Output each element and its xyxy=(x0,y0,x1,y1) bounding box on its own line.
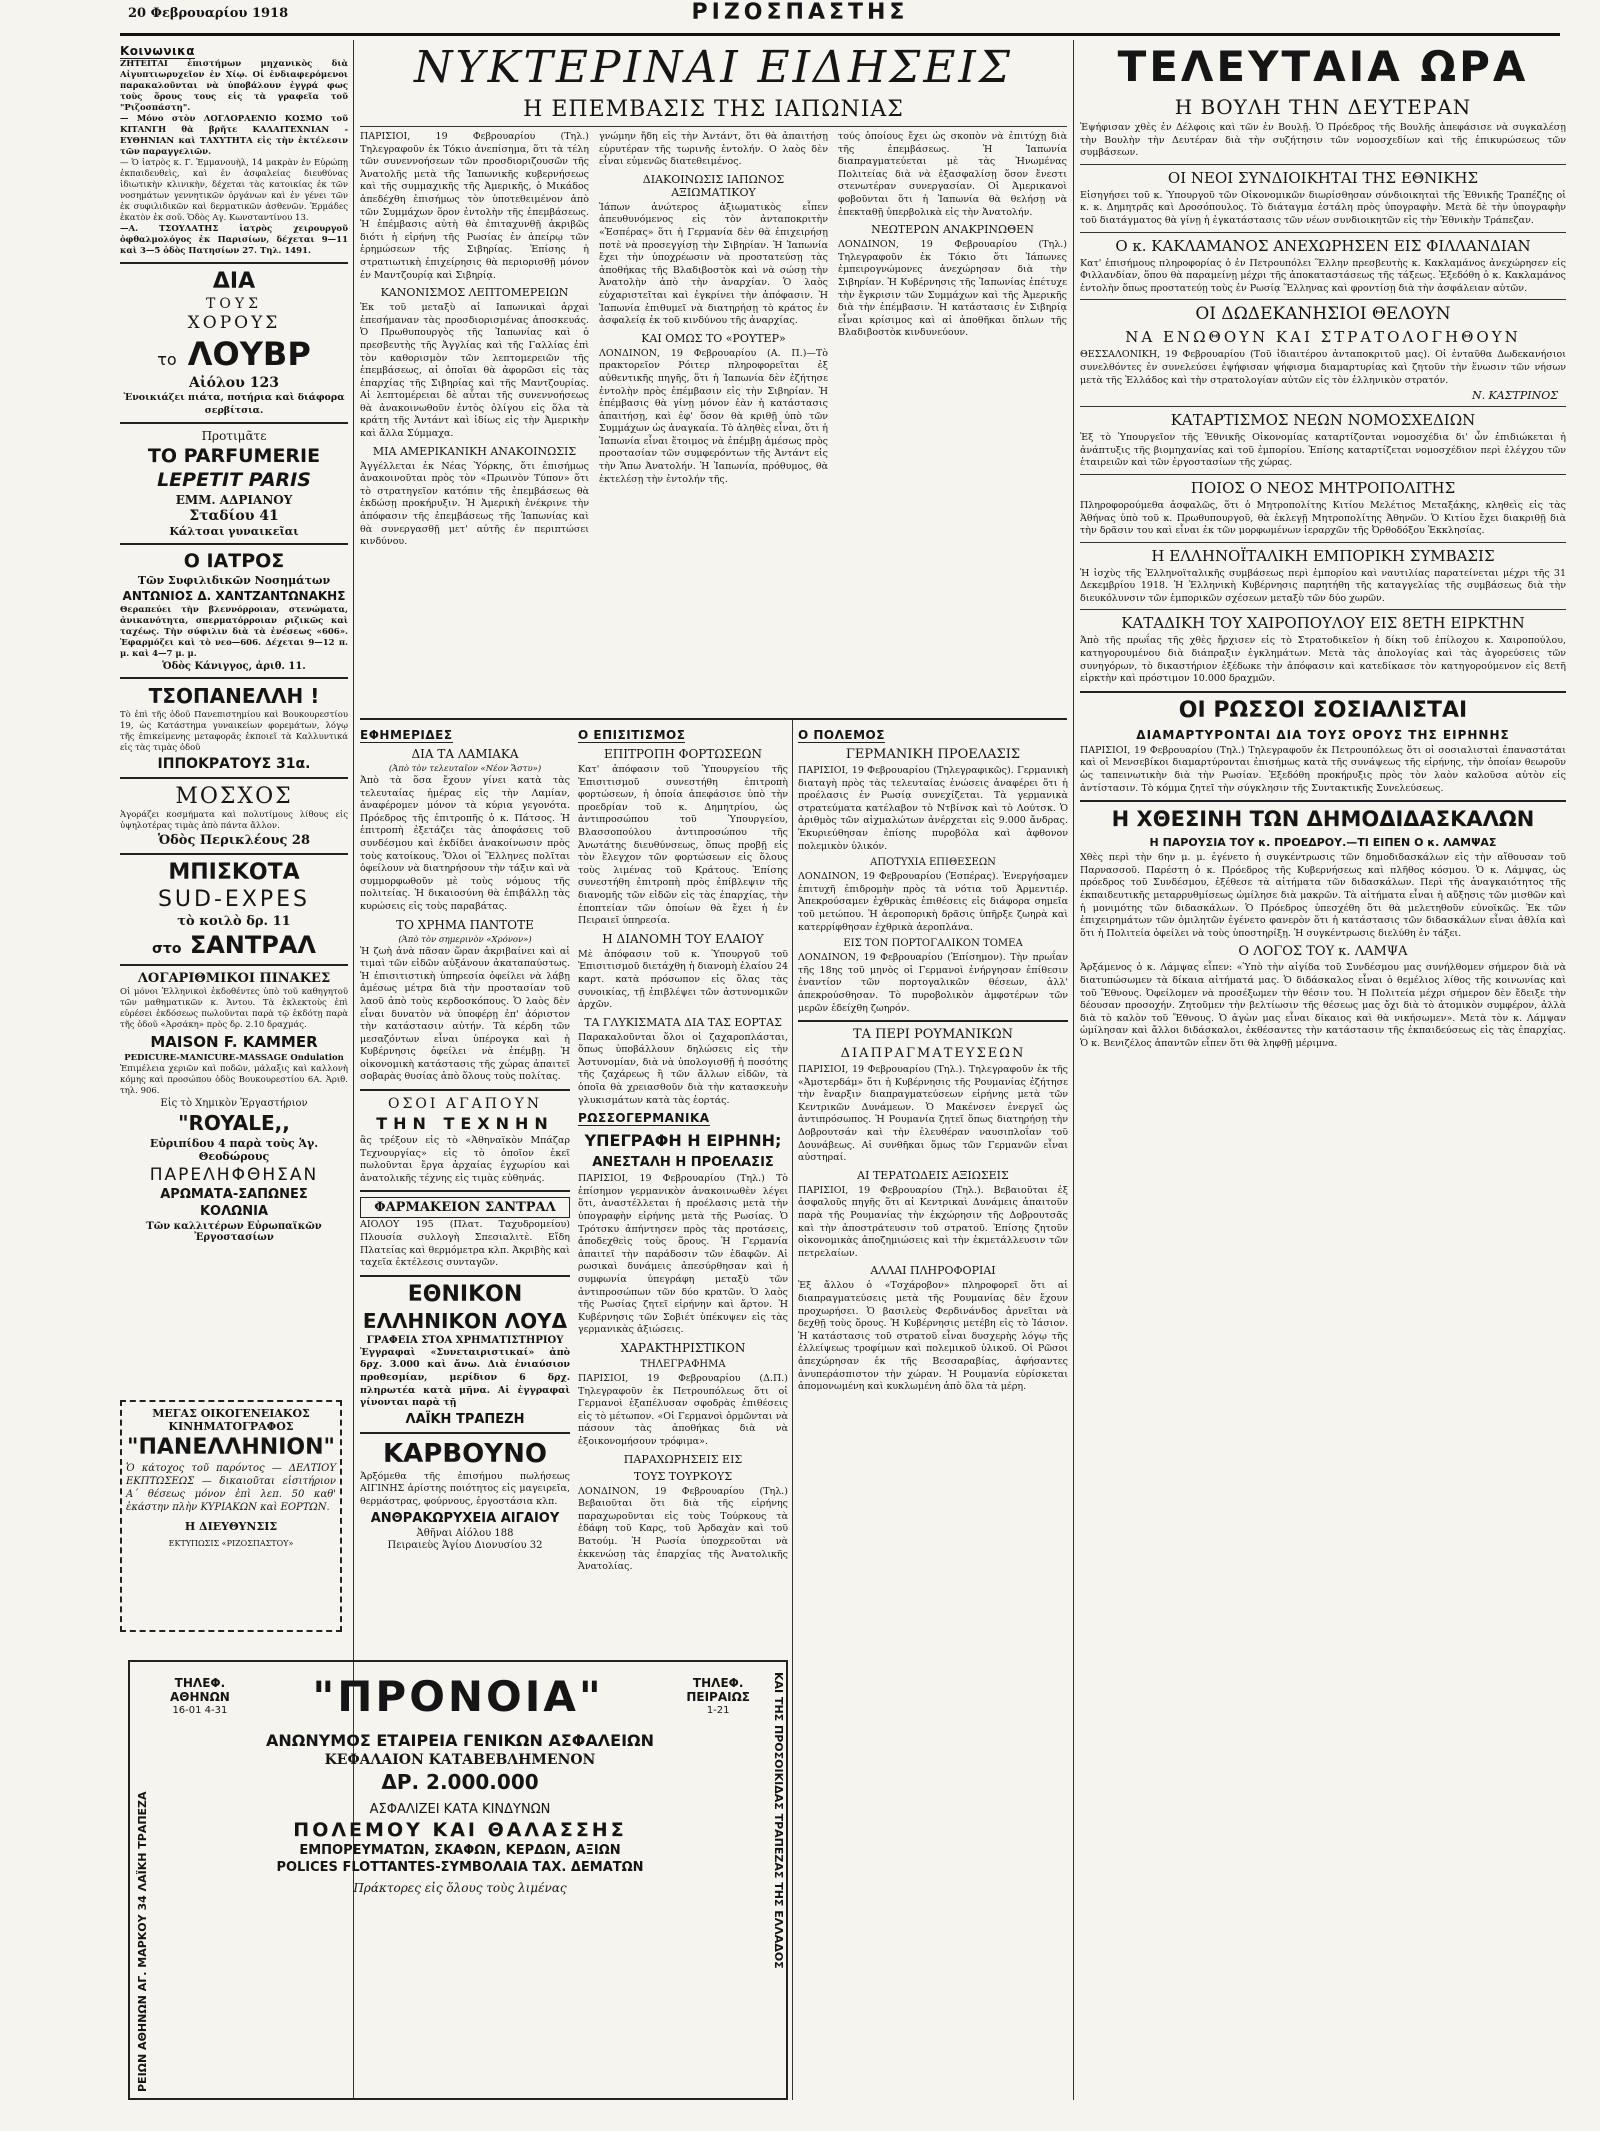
article-text: ΛΟΝΔΙΝΟΝ, 19 Φεβρουαρίου (Α. Π.)—Τὸ πρακτορεῖον Ρόιτερ πληροφορεῖται ἐξ αὐθεντικῆς πηγῆς, ὅτι ἡ Ἰαπωνία δὲν ἐζήτησε ἐντολὴν πρὸς ἐπέμβασιν εἰς τὴν Σιβηρίαν. Ἡ ἐπέμβασις θὰ γίνῃ μόνον ἐὰν ἡ κατάστασις ἀπαιτήσῃ, καὶ ἐφ' ὅσον θὰ κριθῇ ὑπὸ τῶν Συμμάχων ὡς ἀναγκαία. Τὸ ἀληθὲς εἶναι, ὅτι ἡ Ἰαπωνία εἶναι ἕτοιμος νὰ ἐπέμβῃ ἀμέσως πρὸς προστασίαν τῶν συμφερόντων τῆς Ἀντάντ εἰς τὴν Ἄπω Ἀνατολήν. Ἡ Ἰαπωνία, πρόθυμος, θὰ ἐκτελέσῃ τὴν ἐντολήν τῆς. xyxy=(599,347,828,485)
headline: ΔΙΑ ΤΑ ΛΑΜΙΑΚΑ xyxy=(411,747,519,761)
section-label: Ο ΕΠΙΣΙΤΙΣΜΟΣ xyxy=(578,728,686,742)
subheadline: ΚΑΝΟΝΙΣΜΟΣ ΛΕΠΤΟΜΕΡΕΙΩΝ xyxy=(380,286,569,300)
headline: Η ΔΙΑΝΟΜΗ ΤΟΥ ΕΛΑΙΟΥ xyxy=(602,931,764,946)
headline: ΟΙ ΔΩΔΕΚΑΝΗΣΙΟΙ ΘΕΛΟΥΝ xyxy=(1195,304,1451,325)
masthead-rule xyxy=(120,33,1560,36)
ad-heading: ΜΟΣΧΟΣ xyxy=(175,784,293,810)
company-type: ΑΝΩΝΥΜΟΣ ΕΤΑΙΡΕΙΑ ΓΕΝΙΚΩΝ ΑΣΦΑΛΕΙΩΝ xyxy=(265,1731,655,1750)
ad-heading: ΤΗΝ ΤΕΧΝΗΝ xyxy=(376,1114,554,1134)
ad-line: ΓΡΑΦΕΙΑ ΣΤΟΑ ΧΡΗΜΑΤΙΣΤΗΡΙΟΥ xyxy=(366,1334,564,1346)
phone-city: ΠΕΙΡΑΙΩΣ xyxy=(686,1689,750,1704)
headline: ΟΙ ΝΕΟΙ ΣΥΝΔΙΟΙΚΗΤΑΙ ΤΗΣ ΕΘΝΙΚΗΣ xyxy=(1167,168,1479,187)
ad-text: Θεραπεύει τὴν βλεννόρροιαν, στενώματα, ἀνικανότητα, σπερματόρροιαν ριζικῶς καὶ ταχέως. Τὴν σύφιλιν διὰ τὰ ἐνέσεως «606». Ἐφαρμόζει καὶ τὸ νεο—606. Δέχεται 9—12 π. μ. καὶ 4—7 μ. μ. xyxy=(120,605,348,660)
headline: ΓΕΡΜΑΝΙΚΗ ΠΡΟΕΛΑΣΙΣ xyxy=(845,747,1021,762)
divider xyxy=(360,1190,570,1192)
divider xyxy=(1080,299,1566,300)
ad-heading: ΠΑΡΕΛΗΦΘΗΣΑΝ xyxy=(149,1165,319,1186)
subheadline: ΑΝΕΣΤΑΛΗ Η ΠΡΟΕΛΑΣΙΣ xyxy=(592,1155,774,1171)
article-text: Ἀπὸ τῆς πρωΐας τῆς χθὲς ἤρχισεν εἰς τὸ Στρατοδικεῖον ἡ δίκη τοῦ ἐπίλοχου κ. Χαιροπούλου, κατηγορουμένου διὰ διάπραξιν ἐγκλημάτων. Μετὰ τὰς ἀπολογίας καὶ τὰς ἀγορεύσεις τῶν συνηγόρων, τὸ δικαστήριον ἐξέδωκε τὴν ἀπόφασιν καὶ κατεδίκασε τὸν κατηγορούμενον εἰς 8ετῆ εἱρκτὴν καὶ πρόστιμον 10.000 δραχμῶν. xyxy=(1080,635,1566,685)
section-title: ΝΥΚΤΕΡΙΝΑΙ ΕΙΔΗΣΕΙΣ xyxy=(414,42,1013,93)
ad-line: ΧΟΡΟΥΣ xyxy=(187,313,281,333)
divider xyxy=(1080,691,1566,693)
ad-line: Η ΔΙΕΥΘΥΝΣΙΣ xyxy=(184,1520,278,1533)
newspapers-column xyxy=(360,724,788,1644)
ad-text: —Α. ΤΣΟΥΛΑΤΗΣ ἰατρὸς χειρουργοῦ ὀφθαλμολόγος ἐκ Παρισίων, δέχεται 9—11 καὶ 3—5 ὁδὸς Πατησίων 27. Τηλ. 1491. xyxy=(120,224,348,256)
ad-address: Σταδίου 41 xyxy=(189,508,279,525)
headline: ΤΑ ΠΕΡΙ ΡΟΥΜΑΝΙΚΩΝ xyxy=(852,1027,1014,1043)
ad-heading: ΤΟ PARFUMERIE xyxy=(147,445,321,468)
ad-text: Ὁ κάτοχος τοῦ παρόντος — ΔΕΛΤΙΟΥ ΕΚΠΤΩΣΕΩΣ — δικαιοῦται εἰσιτήριον Α΄ θέσεως μόνον ἐπὶ λεπ. 50 καθ' ἑκάστην πλὴν ΚΥΡΙΑΚΩΝ καὶ ΕΟΡΤΩΝ. xyxy=(126,1463,336,1513)
article-text: ΛΟΝΔΙΝΟΝ, 19 Φεβρουαρίου (Ἑσπέρας). Ἐνεργήσαμεν ἐπιτυχῆ ἐπιδρομὴν πρὸς τὰ νότια τοῦ Ἀρμεντιέρ. Ἀπεκρούσαμεν ἐχθρικὰς ἐπιθέσεις εἰς διάφορα σημεῖα τοῦ μετώπου. Ἡ ἀεροπορικὴ δρᾶσις ὑπῆρξε ζωηρὰ καὶ κατερρίφθησαν ἐχθρικὰ ἀεροπλάνα. xyxy=(798,871,1068,933)
phone-number: 1-21 xyxy=(706,1704,730,1716)
divider xyxy=(1080,406,1566,407)
ad-line: ΑΣΦΑΛΙΖΕΙ ΚΑΤΑ ΚΙΝΔΥΝΩΝ xyxy=(369,1802,551,1817)
divider xyxy=(1080,609,1566,610)
ad-address: Πειραιεὺς Ἁγίου Διονυσίου 32 xyxy=(387,1539,543,1551)
ad-text: ἂς τρέξουν εἰς τὸ «Ἀθηναϊκὸν Μπάζαρ Τεχνουργίας» εἰς τὸ ὁποῖον ἐκεῖ πωλοῦνται ἔργα ἀρχαίας ἐγχωρίου καὶ ἀνατολικῆς τέχνης εἰς τιμὰς εὐθηνάς. xyxy=(360,1135,570,1184)
headline: ΝΑ ΕΝΩΘΟΥΝ ΚΑΙ ΣΤΡΑΤΟΛΟΓΗΘΟΥΝ xyxy=(1125,328,1521,347)
headline: ΚΑΤΑΡΤΙΣΜΟΣ ΝΕΩΝ ΝΟΜΟΣΧΕΔΙΩΝ xyxy=(1170,411,1476,430)
ad-line: Πράκτορες εἰς ὅλους τοὺς λιμένας xyxy=(353,1881,567,1895)
page-date: 20 Φεβρουαρίου 1918 xyxy=(128,6,289,21)
divider xyxy=(798,1020,1068,1022)
ad-line: Εἰς τὸ Χημικὸν Ἐργαστήριον xyxy=(160,1098,308,1110)
column-divider xyxy=(1073,40,1074,2100)
ad-heading: LEPETIT PARIS xyxy=(157,469,311,492)
article-text: Ἀγγέλλεται ἐκ Νέας Ὑόρκης, ὅτι ἐπισήμως ἀνακοινοῦται πρὸς τὸν «Πρωινὸν Τύπον» ὅτι τὸ στρατηγεῖον κατόπιν τῆς ἐπεμβάσεως θὰ ἐκδώσῃ προκήρυξιν. Ἡ Ἀμερικὴ ἐνέκρινε τὴν ἀπόφασιν τῆς ἐπεμβάσεως τῆς Ἰαπωνίας καὶ θὰ συνεργασθῇ μετ' αὐτῆς ἐν περιπτώσει κινδύνου. xyxy=(360,460,589,548)
ad-text: Ἐγγραφαὶ «Συνεταιριστικαί» ἀπὸ δρχ. 3.000 καὶ ἄνω. Διὰ ἐνιαύσιον προθεσμίαν, μερίδιον 6 δρχ. πληρωτέα κατὰ μῆνα. Αἱ ἐγγραφαὶ γίνονται παρὰ τῇ xyxy=(360,1346,570,1409)
divider xyxy=(120,777,348,779)
article-text: ΠΑΡΙΣΙΟΙ, 19 Φεβρουαρίου (Τηλεγραφικῶς). Γερμανικὴ διαταγὴ πρὸς τὰς τελευταίας ἑνώσεις ἀναφέρει ὅτι ἡ προέλασις ἐν Ρωσίᾳ συνεχίζεται. Τὰ γερμανικὰ στρατεύματα κατέλαβον τὸ Ντβίνσκ καὶ τὸ Λούτσκ. Ὁ ἀριθμὸς τῶν αἰχμαλώτων ἀνέρχεται εἰς 9.000 ἄνδρας. Ἐκυριεύθησαν ἐπίσης πυροβόλα καὶ ἀφθονον πολεμικὸν ὑλικόν. xyxy=(798,765,1068,852)
article-text: Ἀπὸ τὰ ὅσα ἔχουν γίνει κατὰ τὰς τελευταίας ἡμέρας εἰς τὴν Λαμίαν, ἀναφέρομεν μόνον τὰ κύρια γεγονότα. Πρόεδρος τῆς ἐπιτροπῆς ὁ κ. Πάτσος. Ἡ ἐπιτροπὴ ἐξετάζει τὰς ἀποφάσεις τοῦ συνδέσμου καὶ ἐκδίδει ἀνακοίνωσιν πρὸς τοὺς κατοίκους. Ὅλοι οἱ Ἕλληνες πολῖται ὀφείλουν νὰ διατηρήσουν τὴν τάξιν καὶ νὰ συμμορφωθοῦν μὲ τοὺς νόμους τῆς πολιτείας. Ἡ δικαιοσύνη θὰ ἐπιβάλλῃ τὰς κυρώσεις εἰς τοὺς παραβάτας. xyxy=(360,775,570,912)
article-text: ΠΑΡΙΣΙΟΙ, 19 Φεβρουαρίου (Δ.Π.) Τηλεγραφοῦν ἐκ Πετρουπόλεως ὅτι οἱ Γερμανοὶ ἐξαπέλυσαν σφοδρὰς ἐπιθέσεις εἰς τὸ μέτωπον. «Οἱ Γερμανοὶ ὁρμῶνται νὰ πάσουν τὰς ἀποθήκας διὰ νὰ ἐξοικονομήσουν τρόφιμα». xyxy=(578,1372,788,1447)
ad-heading: "ΠΑΝΕΛΛΗΝΙΟΝ" xyxy=(127,1435,335,1460)
ads-column xyxy=(120,40,348,1244)
ad-line: τὸ κοιλὸ δρ. 11 xyxy=(177,914,291,930)
ad-heading: ΟΣΟΙ ΑΓΑΠΟΥΝ xyxy=(388,1096,542,1113)
section-label: ΡΩΣΣΟΓΕΡΜΑΝΙΚΑ xyxy=(578,1111,710,1126)
subheadline: ΕΙΣ ΤΟΝ ΠΟΡΤΟΓΑΛΙΚΟΝ ΤΟΜΕΑ xyxy=(843,938,1023,950)
ad-address: Ἀθῆναι Αἰόλου 188 xyxy=(416,1527,514,1539)
phone-block xyxy=(686,1676,750,1718)
phone-number: 16-01 4-31 xyxy=(172,1704,228,1716)
ad-heading: ΑΝΘΡΑΚΩΡΥΧΕΙΑ ΑΙΓΑΙΟΥ xyxy=(370,1510,560,1526)
subheadline: Η ΠΑΡΟΥΣΙΑ ΤΟΥ κ. ΠΡΟΕΔΡΟΥ.—ΤΙ ΕΙΠΕΝ Ο κ. ΛΑΜΨΑΣ xyxy=(1149,836,1497,850)
headline: ΠΟΙΟΣ Ο ΝΕΟΣ ΜΗΤΡΟΠΟΛΙΤΗΣ xyxy=(1190,478,1456,497)
article-text: ΘΕΣΣΑΛΟΝΙΚΗ, 19 Φεβρουαρίου (Τοῦ ἰδιαιτέρου ἀνταποκριτοῦ μας). Οἱ ἐνταῦθα Δωδεκανήσιοι συνελθόντες ἐν συνελεύσει ἐψήφισαν ψήφισμα διαμαρτυρίας καὶ ζητοῦν τὴν ἕνωσιν τῶν νήσων μετὰ τῆς Ἑλλάδος καὶ τὴν στρατολογίαν αὐτῶν εἰς τὸν ἑλληνικὸν στρατόν. xyxy=(1080,349,1566,386)
article-text: Παρακαλοῦνται ὅλοι οἱ ζαχαροπλάσται, ὅπως ὑποβάλλουν δηλώσεις εἰς τὴν Ἀστυνομίαν, διὰ νὰ ὑπολογισθῇ ἡ ποσότης τῆς ζαχάρεως ἢ τῶν ἄλλων εἰδῶν, τὰ ὁποῖα θὰ χρειασθοῦν διὰ τὴν κατασκευὴν γλυκισμάτων κατὰ τὰς ἑορτάς. xyxy=(578,1031,788,1106)
divider xyxy=(120,262,348,264)
ad-heading: MAISON F. KAMMER xyxy=(150,1033,318,1052)
side-text: ΚΑΙ ΤΗΣ ΠΡΟΣΟΙΚΙΔΑΣ ΤΡΑΠΕΖΑΣ ΤΗΣ ΕΛΛΑΔΟΣ xyxy=(772,1672,785,1969)
headline: Ο ΛΟΓΟΣ ΤΟΥ κ. ΛΑΜΨΑ xyxy=(1238,944,1408,960)
article-text: Ἀρξάμενος ὁ κ. Λάμψας εἶπεν: «Ὑπὸ τὴν αἰγίδα τοῦ Συνδέσμου μας συνήλθομεν σήμερον διὰ νὰ διατυπώσωμεν τὰ δίκαια αἰτήματά μας. Ὁ διδάσκαλος εἶναι ὁ θεμέλιος λίθος τῆς κοινωνίας καὶ τοῦ Ἔθνους. Ὀφείλομεν νὰ προσέξωμεν τὴν θέσιν του. Ἡ Πολιτεία μέχρι σήμερον δὲν ἔδειξε τὴν δέουσαν προσοχήν. Ζητοῦμεν τὴν βελτίωσιν τῆς θέσεως μας ὄχι διὰ τὸ ἀτομικὸν συμφέρον, ἀλλὰ διὰ τὸ καλὸν τοῦ Ἔθνους. Ὁ ἀγὼν μας εἶναι δίκαιος καὶ θὰ νικήσωμεν». Μετὰ τὸν κ. Λάμψαν ὡμίλησαν καὶ ἄλλοι διδάσκαλοι, ἐκθέσαντες τὴν κατάστασιν τῆς ἐκπαιδεύσεως εἰς τὰς ἐπαρχίας. Ὁ κ. Βενιζέλος ἀπαντῶν εἶπεν ὅτι θὰ ληφθῇ μέριμνα. xyxy=(1080,962,1566,1049)
headline: ΔΙΑΠΡΑΓΜΑΤΕΥΣΕΩΝ xyxy=(840,1046,1026,1062)
subheadline: ΤΗΛΕΓΡΑΦΗΜΑ xyxy=(640,1358,726,1370)
divider xyxy=(120,964,348,966)
ad-line: Προτιμᾶτε xyxy=(201,429,267,444)
section-rule xyxy=(360,718,1067,720)
phone-city: ΑΘΗΝΩΝ xyxy=(170,1689,230,1704)
headline: Η ΒΟΥΛΗ ΤΗΝ ΔΕΥΤΕΡΑΝ xyxy=(1174,95,1472,119)
divider xyxy=(1080,800,1566,802)
insurance-ad xyxy=(128,1660,788,2100)
ad-text: Ἐπιμέλεια χεριῶν καὶ ποδῶν, μάλαξις καὶ καλλονὴ κόμης καὶ προσώπου ὁδὸς Βουκουρεστίου 6Α. Ἀριθ. τηλ. 906. xyxy=(120,1064,348,1097)
section-title: ΤΕΛΕΥΤΑΙΑ ΩΡΑ xyxy=(1117,42,1529,91)
headline: ΕΠΙΤΡΟΠΗ ΦΟΡΤΩΣΕΩΝ xyxy=(603,747,763,761)
ad-brand: ΛΟΥΒΡ xyxy=(187,335,311,373)
ad-address: Ὁδὸς Κάνιγγος, ἀριθ. 11. xyxy=(162,661,306,673)
section-label: ΕΦΗΜΕΡΙΔΕΣ xyxy=(360,728,453,742)
article-text: ΛΟΝΔΙΝΟΝ, 19 Φεβρουαρίου (Τηλ.) Βεβαιοῦται ὅτι διὰ τῆς εἰρήνης παραχωροῦνται εἰς τοὺς Τούρκους τὰ ἐδάφη τοῦ Καρς, τοῦ Ἀρδαχὰν καὶ τοῦ Βατούμ. Ἡ Ρωσία ὑποχρεοῦται νὰ ἐκκενώσῃ τὰς ἐπαρχίας τῆς Ἀνατολικῆς Ἀνατολίας. xyxy=(578,1485,788,1573)
ad-heading: ΤΣΟΠΑΝΕΛΛΗ ! xyxy=(148,684,320,709)
ad-text: — Μόνο στὸν ΛΟΓΛΟΡΑΕΝΙΟ ΚΟΣΜΟ τοῦ ΚΙΤΑΝΓΗ θὰ βρῆτε ΚΑΛΑΙΤΕΧΝΙΑΝ - ΕΥΘΗΝΙΑΝ καὶ ΤΑΧΥΤΗΤΑ εἰς τὴν ἐκτέλεσιν τῶν παραγγελιῶν. xyxy=(120,114,348,157)
article-text: ΛΟΝΔΙΝΟΝ, 19 Φεβρουαρίου (Τηλ.) Τηλεγραφοῦν ἐκ Τόκιο ὅτι Ἰάπωνες ἐμπειρογνώμονες ἀνεχώρησαν διὰ τὴν Σιβηρίαν. Ἡ Κυβέρνησις τῆς Ἰαπωνίας ἐπέτυχε τὴν ἔγκρισιν τῶν Συμμάχων καὶ τῆς Ἀμερικῆς διὰ τὴν ἐπέμβασιν. Ἡ κατάστασις ἐν Σιβηρίᾳ εἶναι κρίσιμος καὶ αἱ ἀποθῆκαι ὅπλων τῆς Βλαδιβοστὸκ κινδυνεύουν. xyxy=(838,239,1067,339)
section-label: Κοινωνικα xyxy=(120,44,195,58)
article-text: τούς ὁποίους ἔχει ὡς σκοπὸν νὰ ἐπιτύχῃ διὰ τῆς ἐπεμβάσεως. Ἡ Ἰαπωνία διαπραγματεύεται μὲ τὰς Ἠνωμένας Πολιτείας διὰ νὰ ἐξασφαλίσῃ ὅσον ἔνεστι στενωτέραν συνεργασίαν. Οἱ Ἀμερικανοὶ φοβοῦνται ὅτι ἡ Ἰαπωνία θὰ θελήσῃ νὰ ἐπεκταθῇ ὑπερβολικὰ εἰς τὴν Ἀνατολήν. xyxy=(838,131,1067,218)
article-text: ΠΑΡΙΣΙΟΙ, 19 Φεβρουαρίου (Τηλ.) Τηλεγραφοῦν ἐκ Τόκιο ἀνεπίσημα, ὅτι τὰ τέλη τῶν συνεννοήσεων τῶν προσδιοριζουσῶν τῆς Ἀνατολῆς μετὰ τῆς Ἰαπωνικῆς κυβερνήσεως καὶ τῆς συμμαχικῆς τῆς Ἀμερικῆς, ὁ Μικάδος ἀπεδέχθη ἐπισήμως τὸν ὑποτεθειμένον ἀπὸ τῶν Συμμάχων ὅρον ἐντολὴν τῆς ἐπεμβάσεως. Ἡ ἐπέμβασις αὐτὴ θὰ ἐπιταχυνθῇ ἀκριβῶς διότι ἡ εἰρήνη τῆς Ρωσίας ἐν ἀπείρῳ τῶν ἐρημώσεων τῆς Σιβηρίας. Ἐπίσης ἡ στρατιωτικὴ ἐπιχείρησις θὰ περιορισθῇ μόνον ἐν Μαντζουρίᾳ καὶ Σιβηρίᾳ. xyxy=(360,131,589,281)
headline: Η ΧΘΕΣΙΝΗ ΤΩΝ ΔΗΜΟΔΙΔΑΣΚΑΛΩΝ xyxy=(1111,807,1535,832)
ad-text: Ἀγοράζει κοσμήματα καὶ πολυτίμους λίθους εἰς ὑψηλοτέρας τιμὰς ἀπὸ πάντα ἄλλον. xyxy=(120,810,348,832)
ad-line: PEDICURE-MANICURE-MASSAGE Ondulation xyxy=(124,1053,344,1064)
divider xyxy=(1080,232,1566,233)
article-text: Ἰάπων ἀνώτερος ἀξιωματικὸς εἶπεν ἀπευθυνόμενος εἰς τὸν ἀνταποκριτὴν «Ἑσπέρας» ὅτι ἡ Γερμανία δὲν θὰ ἐπιχειρήσῃ ποτὲ νὰ προσεγγίσῃ τὴν Σιβηρίαν. Ἡ Ἰαπωνία ἔχει τὴν ὑποχρέωσιν νὰ προστατεύσῃ τὰς ἀποθήκας τῆς Βλαδιβοστὸκ καὶ νὰ σώσῃ τὴν Ἀνατολὴν ἀπὸ τὴν ἀναρχίαν. Ὁ λαὸς εὐχαριστεῖται καὶ ἐγκρίνει τὴν ἀπόφασιν. Ἡ Ἰαπωνία ἐπιθυμεῖ νὰ διατηρήσῃ τὸ κράτος ἐν ἀσφαλείᾳ ἐκ τοῦ κινδύνου τῆς ἀναρχίας. xyxy=(599,201,828,327)
article-text: Ἐκ τοῦ μεταξὺ αἱ Ιαπωνικαὶ ἀρχαὶ ἐπεσήμαναν τὰς προσδιορισμένας ἀποσκευάς. Ὁ Πρωθυπουργὸς τῆς Ἰαπωνίας καὶ ὁ πρεσβευτὴς τῆς Ἀγγλίας καὶ τῆς Γαλλίας ἐπὶ τὸν καθορισμὸν τῶν λεπτομερειῶν τῆς ἐπεμβάσεως, αἱ ὁποῖαι θὰ ἀφορῶσι εἰς τὰς ἐπαρχίας τῆς Σιβηρίας καὶ τῆς Μαντζουρίας. Αἱ λεπτομέρειαι δὲ αὗται τῆς συνεννοήσεως θὰ ἀνακοινωθοῦν ἐντὸς ὀλίγου εἰς ὅλα τὰ κράτη τῆς Ἀντάντ καὶ ἰδίως εἰς τὴν Ἀμερικὴν καὶ ἄλλα Σύμμαχα. xyxy=(360,302,589,440)
subheadline: ΤΟΥΣ ΤΟΥΡΚΟΥΣ xyxy=(633,1469,733,1483)
ad-text: Τὸ ἐπὶ τῆς ὁδοῦ Πανεπιστημίου καὶ Βουκουρεστίου 19, ὡς Κατάστημα γυναικείων φορεμάτων, λόγῳ τῆς ἐπικείμενης μεταφορᾶς ἐκποιεῖ τὰ Καλλυντικά εἰς τὰς τιμὰς ὁδοῦ xyxy=(120,710,348,754)
ad-text: — Ὁ ἰατρὸς κ. Γ. Ἐμμανουὴλ, 14 μακρὰν ἐν Εὐρώπῃ ἐκπαιδευθεὶς, καὶ ἐν ἀσφαλείας διευθύνας ἰδιωτικὴν κλινικὴν, δέχεται τὰς κατοικίας ἐκ τῶν νοσημάτων γεννητικῶν ὀργάνων καὶ ἐν γένει τῶν ἐκ συφιλιδικῶν καὶ δερματικῶν ἀσθενῶν. Ἐρμάδες ἑκατὸν ἐκ σοῦ. Ὁδὸς Αγ. Κωνσταντίνου 13. xyxy=(120,158,348,223)
ad-heading: SUD-EXPES xyxy=(157,887,311,913)
headline: ΚΑΤΑΔΙΚΗ ΤΟΥ ΧΑΙΡΟΠΟΥΛΟΥ ΕΙΣ 8ΕΤΗ ΕΙΡΚΤΗΝ xyxy=(1121,614,1525,633)
divider xyxy=(360,1089,570,1091)
ad-heading: ΕΛΛΗΝΙΚΟΝ ΛΟΥΔ xyxy=(362,1308,568,1333)
subheadline: ΚΑΙ ΟΜΩΣ ΤΟ «ΡΟΥΤΕΡ» xyxy=(641,331,786,345)
source-line: (Ἀπὸ τὸν σημερινὸν «Χρόνον») xyxy=(398,934,532,945)
section-label: Ο ΠΟΛΕΜΟΣ xyxy=(798,728,885,742)
ad-text: Ἐνοικιάζει πιάτα, ποτήρια καὶ διάφορα σερβίτσια. xyxy=(123,392,345,416)
headline: Η ΕΛΛΗΝΟΪΤΑΛΙΚΗ ΕΜΠΟΡΙΚΗ ΣΥΜΒΑΣΙΣ xyxy=(1151,546,1495,565)
article-text: Πληροφορούμεθα ἀσφαλῶς, ὅτι ὁ Μητροπολίτης Κιτίου Μελέτιος Μεταξάκης, κληθεὶς εἰς τὰς Ἀθήνας ὑπὸ τοῦ κ. Πρωθυπουργοῦ, θὰ ἐκλεγῇ Μητροπολίτης Ἀθηνῶν. Ὁ Κιτίου ἔχει διακριθῇ διὰ τὴν δρᾶσιν του καὶ εἶναι ἐκ τῶν μορφωμένων ἱεραρχῶν τῆς Ὀρθοδόξου Ἐκκλησίας. xyxy=(1080,499,1566,537)
divider xyxy=(360,1275,570,1277)
article-text: ΠΑΡΙΣΙΟΙ, 19 Φεβρουαρίου (Τηλ.). Βεβαιοῦται ἐξ ἀσφαλοῦς πηγῆς ὅτι αἱ Κεντρικαὶ Δυνάμεις ἀπαιτοῦν παρὰ τῆς Ρουμανίας τὴν ἐκχώρησιν τῆς Δοβρουτσᾶς καὶ τὴν ἀποστράτευσιν τοῦ στρατοῦ. Ἐπίσης ζητοῦν οἰκονομικὰς ἀποζημιώσεις καὶ τὴν ἐκμετάλλευσιν τῶν πετρελαίων. xyxy=(798,1184,1068,1259)
article-text: γνώμην ἤδη εἰς τὴν Ἀντάντ, ὅτι θὰ ἀπαιτήσῃ εὐρυτέραν τῆς τωρινῆς ἐντολήν. Ο λαὸς δὲν εἶναι εὐμενῶς διατεθειμένος. xyxy=(599,131,828,168)
headline: Ο κ. ΚΑΚΛΑΜΑΝΟΣ ΑΝΕΧΩΡΗΣΕΝ ΕΙΣ ΦΙΛΛΑΝΔΙΑΝ xyxy=(1115,236,1531,255)
ad-line: ΜΕΓΑΣ ΟΙΚΟΓΕΝΕΙΑΚΟΣ ΚΙΝΗΜΑΤΟΓΡΑΦΟΣ xyxy=(152,1407,310,1433)
ad-address: Αἰόλου 123 xyxy=(189,375,279,391)
headline: ΥΠΕΓΡΑΦΗ Η ΕΙΡΗΝΗ; xyxy=(584,1131,782,1151)
ad-text: ΑΙΟΛΟΥ 195 (Πλατ. Ταχυδρομείου) Πλουσία συλλογὴ Σπεσιαλιτὲ. Εἴδη Πλατείας καὶ θερμόμετρα κλπ. Ἀκριβὴς καὶ ταχεῖα ἐκτέλεσις συνταγῶν. xyxy=(360,1219,570,1269)
subheadline: ΜΙΑ ΑΜΕΡΙΚΑΝΙΚΗ ΑΝΑΚΟΙΝΩΣΙΣ xyxy=(372,444,577,458)
subheadline: ΑΙ ΤΕΡΑΤΩΔΕΙΣ ΑΞΙΩΣΕΙΣ xyxy=(857,1168,1009,1182)
ad-address: ΙΠΠΟΚΡΑΤΟΥΣ 31α. xyxy=(157,756,311,773)
subheadline: ΝΕΩΤΕΡΩΝ ΑΝΑΚΡΙΝΩΘΕΝ xyxy=(871,223,1034,237)
article-text: Μὲ ἀπόφασιν τοῦ κ. Ὑπουργοῦ τοῦ Ἐπισιτισμοῦ διετάχθη ἡ διανομὴ ἐλαίου 24 καρτ. κατὰ πρόσωπον εἰς ὅλας τὰς συνοικίας, τῇ ἐπιβλέψει τῶν ἀστυνομικῶν ἀρχῶν. xyxy=(578,948,788,1011)
divider xyxy=(120,853,348,855)
ad-heading: ΜΠΙΣΚΟΤΑ xyxy=(168,860,300,886)
capital-label: ΚΕΦΑΛΑΙΟΝ ΚΑΤΑΒΕΒΛΗΜΕΝΟΝ xyxy=(324,1752,596,1768)
ad-text: ΖΗΤΕΙΤΑΙ ἐπιστήμων μηχανικὸς διὰ Αἰγυπτιωρυχεῖον ἐν Χίῳ. Οἱ ἐνδιαφερόμενοι παρακαλοῦνται νὰ ὑποβάλουν ἐγγρά φως τοὺς ὅρους τους εἰς τὰ γραφεῖα τοῦ "Ριζοσπάστη". xyxy=(120,59,348,113)
headline: ΤΟ ΧΡΗΜΑ ΠΑΝΤΟΤΕ xyxy=(396,917,534,932)
ad-line: ΤΟΥΣ xyxy=(206,296,262,312)
ad-heading: ΛΑΪΚΗ ΤΡΑΠΕΖΗ xyxy=(405,1411,525,1427)
ad-text: Ἀρξόμεθα τῆς ἐπισήμου πωλήσεως ΑΙΓΙΝΗΣ ἀρίστης ποιότητος εἰς μαγειρεῖα, θερμάστρας, φούρνους, ἐργοστάσια κλπ. xyxy=(360,1470,570,1507)
ad-text: Οἱ μόνοι Ἑλληνικοὶ ἐκδοθέντες ὑπὸ τοῦ καθηγητοῦ τῶν μαθηματικῶν κ. Ἀντου. Τὰ ἐκλεκτοὺς ἐπὶ εὐρέσει ἐκδόσεως πωλοῦνται παρὰ τῷ ἐκδότῃ παρὰ τῆς ὁδοῦ «Ἀρσάκη» πρὸς δρ. 2.10 δραχμάς. xyxy=(120,987,348,1031)
article-text: Ἐξ ἄλλου ὁ «Τσχάροβον» πληροφορεῖ ὅτι αἱ διαπραγματεύσεις μετὰ τῆς Ρουμανίας δὲν ἔχουν προχωρήσει. Ὁ βασιλεὺς Φερδινάνδος ἀρνεῖται νὰ δεχθῇ τοὺς ὅρους. Ἡ Κυβέρνησις μετέβη εἰς τὸ Ἰάσιον. Ἡ κατάστασις τοῦ στρατοῦ εἶναι δυσχερὴς λόγῳ τῆς ἐλλείψεως τροφίμων καὶ πολεμικοῦ ὑλικοῦ. Οἱ Ρῶσοι ἀπεχώρησαν ἐκ τῆς Βεσσαραβίας, ἀφήσαντες ἀνυπεράσπιστον τὴν χώραν. Ἡ Ρουμανία εὑρίσκεται ἀπομονωμένη καὶ κυκλωμένη ἀπὸ ὅλα τὰ μέρη. xyxy=(798,1280,1068,1393)
divider xyxy=(120,422,348,424)
capital-amount: ΔΡ. 2.000.000 xyxy=(381,1770,539,1794)
column-divider xyxy=(792,720,793,2100)
article-text: ΛΟΝΔΙΝΟΝ, 19 Φεβρουαρίου (Ἐπίσημον). Τὴν πρωΐαν τῆς 18ης τοῦ μηνὸς οἱ Γερμανοὶ ἐνήργησαν ἐπίθεσιν ἐναντίον τῶν πορτογαλικῶν θέσεων, ἀλλ' ἀπεκρούσθησαν. Τὸ πυροβολικὸν ἀμφοτέρων τῶν μερῶν ἐδείχθη ζωηρόν. xyxy=(798,952,1068,1014)
subheadline: ΑΠΟΤΥΧΙΑ ΕΠΙΘΕΣΕΩΝ xyxy=(870,857,996,869)
company-name: "ΠΡΟΝΟΙΑ" xyxy=(312,1672,604,1721)
ad-heading xyxy=(120,335,348,373)
article-text: ΠΑΡΙΣΙΟΙ, 19 Φεβρουαρίου (Τηλ.) Τηλεγραφοῦν ἐκ Πετρουπόλεως ὅτι οἱ σοσιαλισταὶ ἐπαναστάται καὶ οἱ Μενσεβίκοι διαμαρτύρονται ἐπισήμως κατὰ τῆς συνάψεως τῆς εἰρήνης, τὴν ὁποίαν θεωροῦν ὡς ταπεινωτικὴν διὰ τὴν Ρωσίαν. Ἐξεδόθη προκήρυξις πρὸς τὸν λαὸν καλοῦσα αὐτὸν εἰς ἀντίστασιν. Τὸ κόμμα ζητεῖ τὴν σύγκλησιν τῆς Συντακτικῆς Συνελεύσεως. xyxy=(1080,744,1566,794)
side-text: ΡΕΙΩΝ ΑΘΗΝΩΝ ΑΓ. ΜΑΡΚΟΥ 34 ΛΑΪΚΗ ΤΡΑΠΕΖΑ xyxy=(136,1791,149,2092)
masthead xyxy=(0,0,1600,38)
divider xyxy=(120,543,348,545)
divider xyxy=(1080,542,1566,543)
ad-brand: ΣΑΝΤΡΑΛ xyxy=(189,931,316,960)
ad-heading: Ο ΙΑΤΡΟΣ xyxy=(183,550,285,573)
subheadline: ΔΙΑΜΑΡΤΥΡΟΝΤΑΙ ΔΙΑ ΤΟΥΣ ΟΡΟΥΣ ΤΗΣ ΕΙΡΗΝΗΣ xyxy=(1136,727,1510,742)
article-text: Κατ' ἀπόφασιν τοῦ Ὑπουργείου τῆς Ἐπισιτισμοῦ συνεστήθη ἐπιτροπὴ φορτώσεων, ἡ ὁποία ἀπεφάσισε ὑπὸ τὴν προεδρίαν τοῦ κ. Δημητρίου, ὡς ἀντιπροσώπου τοῦ Ὑπουργείου, Βλασσοπούλου ἀντιπροσώπου τῆς Ἀνωτάτης διευθύνσεως, ὅπως προβῇ εἰς τὸν ἔλεγχον τῶν φορτώσεων εἰς ὅλους τοὺς λιμένας τοῦ Κράτους. Ἐπίσης συνεστήθη ἐπιτροπὴ πρὸς ἐπίβλεψιν τῆς διανομῆς τῶν εἰδῶν εἰς τὰς ἐπαρχίας, τὴν ἐποπτείαν τῶν ὁποίων θὰ ἔχει ἡ ἐν Πειραιεῖ ὑπηρεσία. xyxy=(578,764,788,927)
subheadline: ΑΛΛΑΙ ΠΛΗΡΟΦΟΡΙΑΙ xyxy=(870,1264,996,1278)
divider xyxy=(1080,474,1566,475)
article-text: Εἰσηγήσει τοῦ κ. Ὑπουργοῦ τῶν Οἰκονομικῶν διωρίσθησαν σύνδιοικηταὶ τῆς Ἐθνικῆς Τραπέζης οἱ κ. κ. Δημητρᾶς καὶ Δροσόπουλος. Τὸ διάταγμα ἐστάλη πρὸς ὑπογραφὴν. Μετὰ δὲ τὴν ὑπογραφὴν τοῦ διατάγματος θὰ γίνῃ ἡ ἐγκατάστασις τῶν νέων συνδιοικητῶν εἰς τὴν Ἐθνικὴν Τράπεζαν. xyxy=(1080,189,1566,226)
cinema-coupon xyxy=(120,1400,342,1632)
ad-line: ΕΚΤΥΠΩΣΙΣ «ΡΙΖΟΣΠΑΣΤΟΥ» xyxy=(168,1539,294,1548)
ad-heading: ΦΑΡΜΑΚΕΙΟΝ ΣΑΝΤΡΑΛ xyxy=(360,1197,570,1218)
ad-address: Εὐριπίδου 4 παρὰ τοὺς Ἁγ. Θεοδώρους xyxy=(149,1137,319,1164)
war-column xyxy=(798,724,1068,1644)
ad-address: Ὁδὸς Περικλέους 28 xyxy=(157,833,311,849)
headline: ΟΙ ΡΩΣΣΟΙ ΣΟΣΙΑΛΙΣΤΑΙ xyxy=(1178,697,1468,723)
article-text: Ἡ ἰσχὺς τῆς Ἑλληνοϊταλικῆς συμβάσεως περὶ ἐμπορίου καὶ ναυτιλίας παρατείνεται μέχρι τῆς 31 Δεκεμβρίου 1918. Ἡ Ἑλληνικὴ Κυβέρνησις παρητήθη τῆς καταγγελίας τῆς συμβάσεως διὰ τὴν διευκόλυνσιν τῶν ἐμπορικῶν σχέσεων μεταξὺ τῶν δύο χωρῶν. xyxy=(1080,567,1566,604)
last-hour-column xyxy=(1080,40,1566,2100)
divider xyxy=(1080,164,1566,165)
ad-heading: ΑΡΩΜΑΤΑ-ΣΑΠΩΝΕΣ xyxy=(160,1187,308,1203)
headline: ΧΑΡΑΚΤΗΡΙΣΤΙΚΟΝ xyxy=(620,1340,746,1355)
headline: Η ΕΠΕΜΒΑΣΙΣ ΤΗΣ ΙΑΠΩΝΙΑΣ xyxy=(523,97,904,122)
article-text: Χθὲς περὶ τὴν 6ην μ. μ. ἐγένετο ἡ συγκέντρωσις τῶν δημοδιδασκάλων εἰς τὴν αἴθουσαν τοῦ Παρνασσοῦ. Παρέστη ὁ κ. Πρόεδρος τῆς Κυβερνήσεως καὶ πλῆθος κόσμου. Ὁ κ. Λάμψας, ὡς πρόεδρος τοῦ Συνδέσμου, ἐξέθεσε τὰ αἰτήματα τῶν διδασκάλων. Περὶ τῆς ἀναγκαιότητος τῆς ἐκπαιδευτικῆς μεταρρυθμίσεως ὡμίλησε διὰ μακρῶν. Τὰ αἰτήματα εἶναι ἡ αὔξησις τῶν μισθῶν καὶ ἡ μονιμότης τῶν διδασκάλων. Ὁ Πρόεδρος ὑπεσχέθη ὅτι θὰ μελετηθοῦν εὐνοϊκῶς. Ἐκ τῶν ἐπιχειρημάτων τῶν ὁμιλητῶν ἐγένετο φανερὸν ὅτι ἡ κατάστασις τῶν διδασκάλων εἶναι ἀθλία καὶ ὅτι ἡ Πολιτεία ὀφείλει νὰ τοὺς ὑποστηρίξῃ. Ἡ συγκέντρωσις διελύθη ἐν τάξει. xyxy=(1080,852,1566,939)
ad-line: Κάλτσαι γυναικεῖαι xyxy=(169,525,299,539)
phone-label: ΤΗΛΕΦ. xyxy=(692,1675,744,1690)
ad-heading: ΚΑΡΒΟΥΝΟ xyxy=(383,1438,547,1469)
phone-block xyxy=(170,1676,230,1718)
ad-line: Τῶν καλλιτέρων Εὐρωπαϊκῶν Ἐργοστασίων xyxy=(146,1221,322,1244)
ad-line: στο xyxy=(152,941,182,958)
ad-heading xyxy=(120,931,348,959)
article-text: ΠΑΡΙΣΙΟΙ, 19 Φεβρουαρίου (Τηλ.) Τὸ ἐπίσημον γερμανικὸν ἀνακοινωθὲν λέγει ὅτι, ἀναστέλλεται ἡ προέλασις μετὰ τὴν ὑπογραφὴν εἰρήνης μετὰ τῆς Ρωσίας. Ὁ Τρότσκυ ἀπήντησεν πρὸς τὰς προτάσεις, ἀποδεχθεὶς τοὺς ὅρους. Ἡ Γερμανία ἀπαιτεῖ τὴν παράδοσιν τῶν ἐδαφῶν. Αἱ ρωσικαὶ δυνάμεις ἀπεσύρθησαν καὶ ἡ συμφωνία ὑπεγράφη μεταξὺ τῶν ἀντιπροσώπων τῶν δύο κρατῶν. Ὁ λαὸς τῆς Ρωσίας ζητεῖ εἰρήνην καὶ ἄρτον. Ἡ Κυβέρνησις τῶν Σοβιέτ ὑπέκυψεν εἰς τὰς γερμανικὰς ἀξιώσεις. xyxy=(578,1173,788,1336)
ad-line: POLICES FLOTTANTES-ΣΥΜΒΟΛΑΙΑ ΤΑΧ. ΔΕΜΑΤΩΝ xyxy=(276,1860,644,1875)
subheadline: ΔΙΑΚΟΙΝΩΣΙΣ ΙΑΠΩΝΟΣ ΑΞΙΩΜΑΤΙΚΟΥ xyxy=(642,172,785,199)
ad-heading: ΔΙΑ xyxy=(212,269,256,294)
article-text: ΠΑΡΙΣΙΟΙ, 19 Φεβρουαρίου (Τηλ.). Τηλεγραφοῦν ἐκ τῆς «Ἀμστερδάμ» ὅτι ἡ Κυβέρνησις τῆς Ρουμανίας ἐζήτησε τὴν ἔναρξιν διαπραγματεύσεων εἰρήνης μετὰ τῶν Κεντρικῶν Δυνάμεων. Ὁ Μακένσεν ἐνεργεῖ ὡς ἀντιπρόσωπος. Ἡ Ρουμανία ζητεῖ ὅπως διατηρήσῃ τὴν Δοβρουτσάν καὶ τὴν ἐλευθέραν ναυσιπλοΐαν τοῦ Δουνάβεως. Αἱ συνθῆκαι ὅμως τῶν Γερμανῶν εἶναι αὐστηραί. xyxy=(798,1064,1068,1164)
divider xyxy=(360,1432,570,1434)
ad-heading: ΑΝΤΩΝΙΟΣ Δ. ΧΑΝΤΖΑΝΤΩΝΑΚΗΣ xyxy=(122,589,346,604)
night-news-section xyxy=(360,40,1067,720)
article-text: Κατ' ἐπισήμους πληροφορίας ὁ ἐν Πετρουπόλει Ἕλλην πρεσβευτὴς κ. Κακλαμάνος ἀνεχώρησεν εἰς Φιλλανδίαν, ὅπου θὰ παραμείνῃ μέχρι τῆς ἀποκαταστάσεως τῆς τάξεως. Ἐξεδόθη ὁ κ. Κακλαμάνος ἐντολὴν ὅπως προστατεύῃ τοὺς ἐν Ρωσίᾳ Ἕλληνας καὶ φροντίσῃ διὰ τὴν ἀσφάλειαν αὐτῶν. xyxy=(1080,257,1566,294)
ad-heading: ΚΟΛΩΝΙΑ xyxy=(199,1204,268,1220)
newspaper-title: ΡΙΖΟΣΠΑΣΤΗΣ xyxy=(691,0,909,25)
phone-label: ΤΗΛΕΦ. xyxy=(174,1675,226,1690)
divider xyxy=(360,126,1067,127)
source-line: (Ἀπὸ τὸν τελευταῖον «Νέον Ἄστυ») xyxy=(388,764,542,774)
article-text: Ἡ ζωὴ ἀνὰ πᾶσαν ὥραν ἀκριβαίνει καὶ αἱ τιμαὶ τῶν εἰδῶν αὐξάνουν ἀκαταπαύστως. Ἡ ἐπισιτιστικὴ ὑπηρεσία ὀφείλει νὰ λάβῃ ἀμέσως μέτρα διὰ τὴν προστασίαν τοῦ λαοῦ ἀπὸ τοὺς κερδοσκόπους. Ὁ λαὸς δὲν εἶναι δυνατὸν νὰ ὑποφέρῃ ἐπ' ἀόριστον τὴν κατάστασιν αὐτήν. Τὰ κέρδη τῶν μεσαζόντων εἶναι ὑπέρογκα καὶ ἡ Κυβέρνησις ὀφείλει νὰ ἐπέμβῃ. Ἡ οἰκονομικὴ κατάστασις τῆς χώρας ἀπαιτεῖ σοβαρὰς θυσίας ἀπὸ ὅλους τοὺς πολίτας. xyxy=(360,945,570,1083)
article-text: Ἐξ τὸ Ὑπουργεῖον τῆς Ἐθνικῆς Οἰκονομίας καταρτίζονται νομοσχέδια δι' ὧν ἐπιδιώκεται ἡ ἀνάπτυξις τῆς βιομηχανίας καὶ τοῦ ἐμπορίου. Ἐπίσης καταρτίζεται νομοσχέδιον περὶ ἐλέγχου τῶν ἐταιρειῶν καὶ τῶν ἐργοστασίων τῆς χώρας. xyxy=(1080,432,1566,469)
ad-heading: ΛΟΓΑΡΙΘΜΙΚΟΙ ΠΙΝΑΚΕΣ xyxy=(137,971,331,987)
ad-heading: ΠΟΛΕΜΟΥ ΚΑΙ ΘΑΛΑΣΣΗΣ xyxy=(293,1819,627,1841)
ad-heading: ΕΘΝΙΚΟΝ xyxy=(407,1281,523,1307)
ad-line: ΕΜΠΟΡΕΥΜΑΤΩΝ, ΣΚΑΦΩΝ, ΚΕΡΔΩΝ, ΑΞΙΩΝ xyxy=(299,1843,621,1858)
ad-line: Τῶν Συφιλιδικῶν Νοσημάτων xyxy=(137,574,331,588)
article-text: Ἐψήφισαν χθὲς ἐν Δέλφοις καὶ τῶν ἐν Βουλῇ. Ὁ Πρόεδρος τῆς Βουλῆς ἀπεφάσισε νὰ συγκαλέσῃ τὴν Βουλὴν τὴν Δευτέραν διὰ τὴν συζήτησιν τῶν νομοσχεδίων καὶ τῆς ἐπικυρώσεως τῶν συμβάσεων. xyxy=(1080,122,1566,159)
headline: ΤΑ ΓΛΥΚΙΣΜΑΤΑ ΔΙΑ ΤΑΣ ΕΟΡΤΑΣ xyxy=(584,1015,782,1029)
signature: Ν. ΚΑΣΤΡΙΝΟΣ xyxy=(1471,389,1558,403)
headline: ΠΑΡΑΧΩΡΗΣΕΙΣ ΕΙΣ xyxy=(623,1452,743,1466)
divider xyxy=(120,677,348,679)
ad-heading: "ROYALE,, xyxy=(178,1111,290,1136)
ad-line: ΕΜΜ. ΑΔΡΙΑΝΟΥ xyxy=(175,493,293,508)
ad-line: το xyxy=(157,350,177,369)
